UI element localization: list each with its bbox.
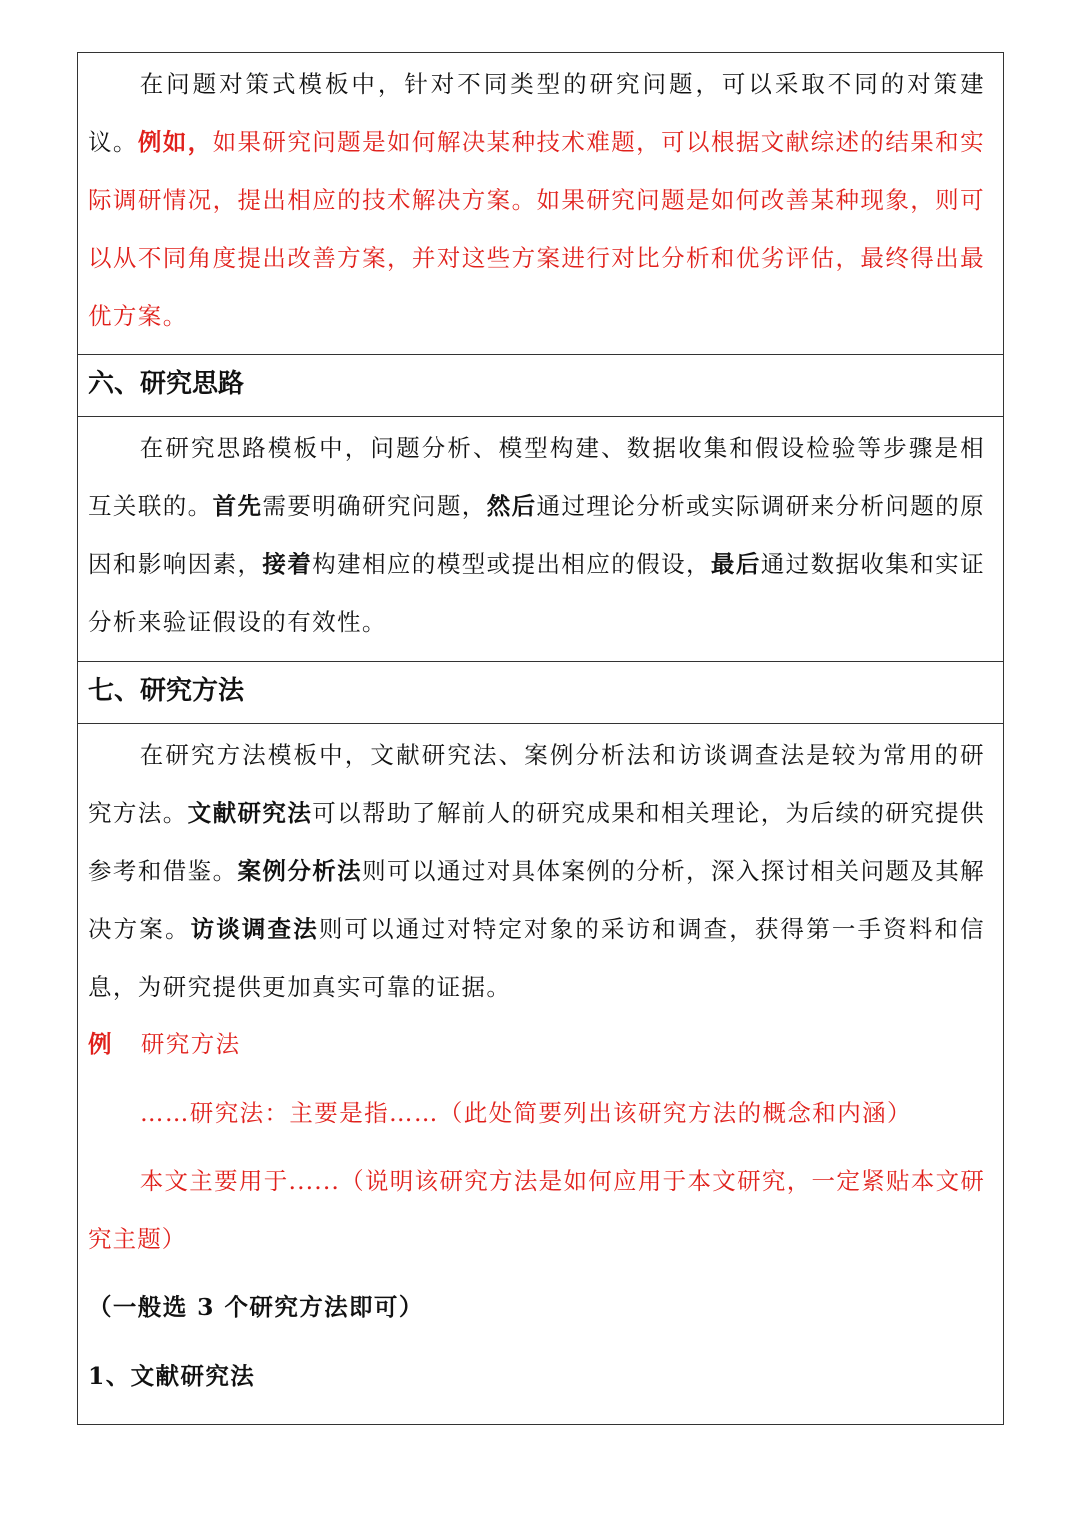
section7-text: 可以帮助了解前人的研究成果和相关理论，为后续的研究提供参考和借鉴。 xyxy=(88,799,985,885)
section7-heading: 七、研究方法 xyxy=(88,676,245,706)
section6-text: 在研究思路模板中，问题分析、模型构建、数据收集和假设检验等步骤是相互关联的。 xyxy=(88,434,985,520)
section6-text: 需要明确研究问题， xyxy=(262,492,487,520)
section6-bold-then: 然后 xyxy=(486,492,537,520)
section5-example-text: 如果研究问题是如何解决某种技术难题，可以根据文献综述的结果和实际调研情况，提出相应的技术解决方案。如果研究问题是如何改善某种现象，则可以从不同角度提出改善方案，并对这些方案进行对比分析和优劣评估，最终得出最优方案。 xyxy=(88,128,985,330)
section7-bold-literature: 文献研究法 xyxy=(187,799,313,827)
section7-text: 则可以通过对特定对象的采访和调查，获得第一手资料和信息，为研究提供更加真实可靠的证据。 xyxy=(88,915,985,1001)
section7-bold-case: 案例分析法 xyxy=(237,857,363,885)
divider xyxy=(78,661,1003,662)
section5-example-bold: 例如， xyxy=(137,128,213,156)
section6-bold-next: 接着 xyxy=(262,550,313,578)
divider xyxy=(78,354,1003,355)
section6-bold-first: 首先 xyxy=(212,492,263,520)
section7-text: 则可以通过对具体案例的分析，深入探讨相关问题及其解决方案。 xyxy=(88,857,986,943)
section6-heading: 六、研究思路 xyxy=(88,369,245,399)
section7-bold-interview: 访谈调查法 xyxy=(190,915,319,943)
section6-text: 通过理论分析或实际调研来分析问题的原因和影响因素， xyxy=(88,492,986,578)
section7-paragraph xyxy=(88,726,985,1016)
divider xyxy=(78,416,1003,417)
section6-text: 构建相应的模型或提出相应的假设， xyxy=(312,550,711,578)
section5-text-black: 在问题对策式模板中，针对不同类型的研究问题，可以采取不同的对策建议。 xyxy=(88,70,985,156)
method-item-1: 1、文献研究法 xyxy=(88,1362,256,1390)
example-label: 例 xyxy=(88,1030,113,1058)
divider xyxy=(78,723,1003,724)
section6-paragraph xyxy=(88,419,985,651)
section6-bold-finally: 最后 xyxy=(710,550,761,578)
method-count-note: （一般选 3 个研究方法即可） xyxy=(88,1293,424,1321)
example-line-2: 本文主要用于......（说明该研究方法是如何应用于本文研究，一定紧贴本文研究主题） xyxy=(88,1167,985,1253)
example-heading xyxy=(88,1029,241,1059)
example-line-1: ……研究法：主要是指……（此处简要列出该研究方法的概念和内涵） xyxy=(140,1099,912,1127)
section6-text: 通过数据收集和实证分析来验证假设的有效性。 xyxy=(88,550,985,636)
section7-text: 在研究方法模板中，文献研究法、案例分析法和访谈调查法是较为常用的研究方法。 xyxy=(88,741,985,827)
document-table-frame xyxy=(77,52,1004,1425)
example-title: 研究方法 xyxy=(140,1030,241,1058)
section5-paragraph xyxy=(88,55,985,345)
